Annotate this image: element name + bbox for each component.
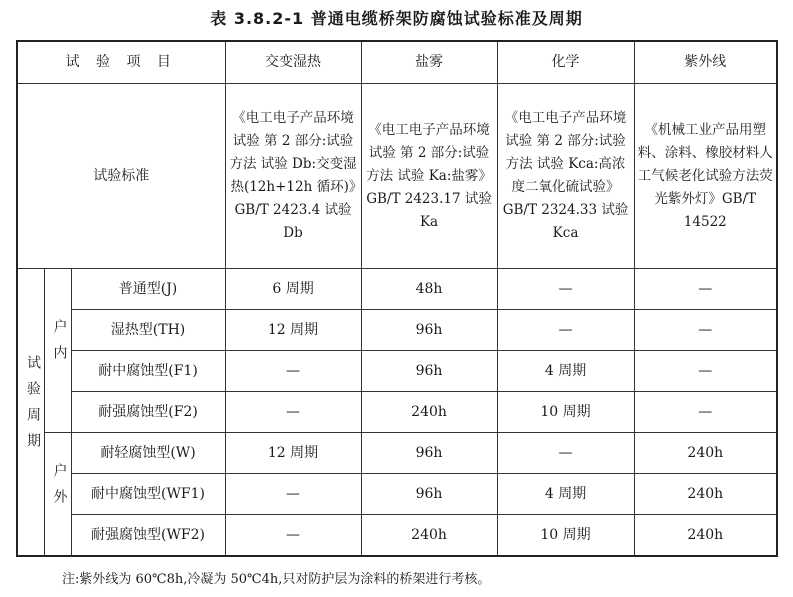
row-type: 耐强腐蚀型(WF2) — [71, 515, 225, 557]
table-row — [17, 269, 777, 310]
row-type: 湿热型(TH) — [71, 310, 225, 351]
cell: 6 周期 — [225, 269, 361, 310]
header-row — [17, 41, 777, 84]
row-type: 耐中腐蚀型(WF1) — [71, 474, 225, 515]
table-row — [17, 392, 777, 433]
cell: — — [497, 269, 634, 310]
cell: 240h — [361, 392, 497, 433]
cell: 48h — [361, 269, 497, 310]
cell: 240h — [634, 515, 777, 557]
cell: 240h — [634, 433, 777, 474]
header-item: 试 验 项 目 — [17, 41, 225, 84]
cell: 240h — [634, 474, 777, 515]
standard-uv: 《机械工业产品用塑料、涂料、橡胶材料人工气候老化试验方法荧光紫外灯》GB/T 14522 — [634, 84, 777, 269]
cell: — — [497, 310, 634, 351]
table-row — [17, 351, 777, 392]
cell: — — [225, 474, 361, 515]
table-row — [17, 433, 777, 474]
corrosion-test-table — [16, 40, 778, 557]
cell: 96h — [361, 433, 497, 474]
row-type: 耐强腐蚀型(F2) — [71, 392, 225, 433]
cell: 10 周期 — [497, 392, 634, 433]
row-type: 普通型(J) — [71, 269, 225, 310]
cell: 96h — [361, 474, 497, 515]
cell: — — [225, 392, 361, 433]
group-label-outdoor: 户外 — [44, 433, 71, 557]
cell: — — [634, 392, 777, 433]
cell: 12 周期 — [225, 433, 361, 474]
standards-label: 试验标准 — [17, 84, 225, 269]
cell: 4 周期 — [497, 351, 634, 392]
cell: — — [634, 310, 777, 351]
standard-chemical: 《电工电子产品环境试验 第 2 部分:试验方法 试验 Kca:高浓度二氧化硫试验》GB/T 2324.33 试验 Kca — [497, 84, 634, 269]
cell: — — [225, 515, 361, 557]
cell: 96h — [361, 310, 497, 351]
header-chemical: 化学 — [497, 41, 634, 84]
cell: — — [634, 351, 777, 392]
table-row — [17, 515, 777, 557]
row-type: 耐轻腐蚀型(W) — [71, 433, 225, 474]
header-humid-heat: 交变湿热 — [225, 41, 361, 84]
cell: 96h — [361, 351, 497, 392]
cell: 12 周期 — [225, 310, 361, 351]
cell: — — [497, 433, 634, 474]
standards-row — [17, 84, 777, 269]
cell: — — [225, 351, 361, 392]
standard-humid-heat: 《电工电子产品环境试验 第 2 部分:试验方法 试验 Db:交变湿热(12h+12h 循环)》GB/T 2423.4 试验 Db — [225, 84, 361, 269]
cell: 240h — [361, 515, 497, 557]
row-type: 耐中腐蚀型(F1) — [71, 351, 225, 392]
group-label-indoor: 户内 — [44, 269, 71, 433]
table-title: 表 3.8.2-1 普通电缆桥架防腐蚀试验标准及周期 — [210, 9, 583, 28]
cell: — — [634, 269, 777, 310]
header-uv: 紫外线 — [634, 41, 777, 84]
period-label: 试验周期 — [17, 269, 44, 557]
table-note: 注:紫外线为 60℃8h,冷凝为 50℃4h,只对防护层为涂料的桥架进行考核。 — [62, 572, 491, 587]
cell: 10 周期 — [497, 515, 634, 557]
cell: 4 周期 — [497, 474, 634, 515]
table-row — [17, 310, 777, 351]
table-row — [17, 474, 777, 515]
standard-salt-spray: 《电工电子产品环境试验 第 2 部分:试验方法 试验 Ka:盐雾》GB/T 2423.17 试验 Ka — [361, 84, 497, 269]
header-salt-spray: 盐雾 — [361, 41, 497, 84]
